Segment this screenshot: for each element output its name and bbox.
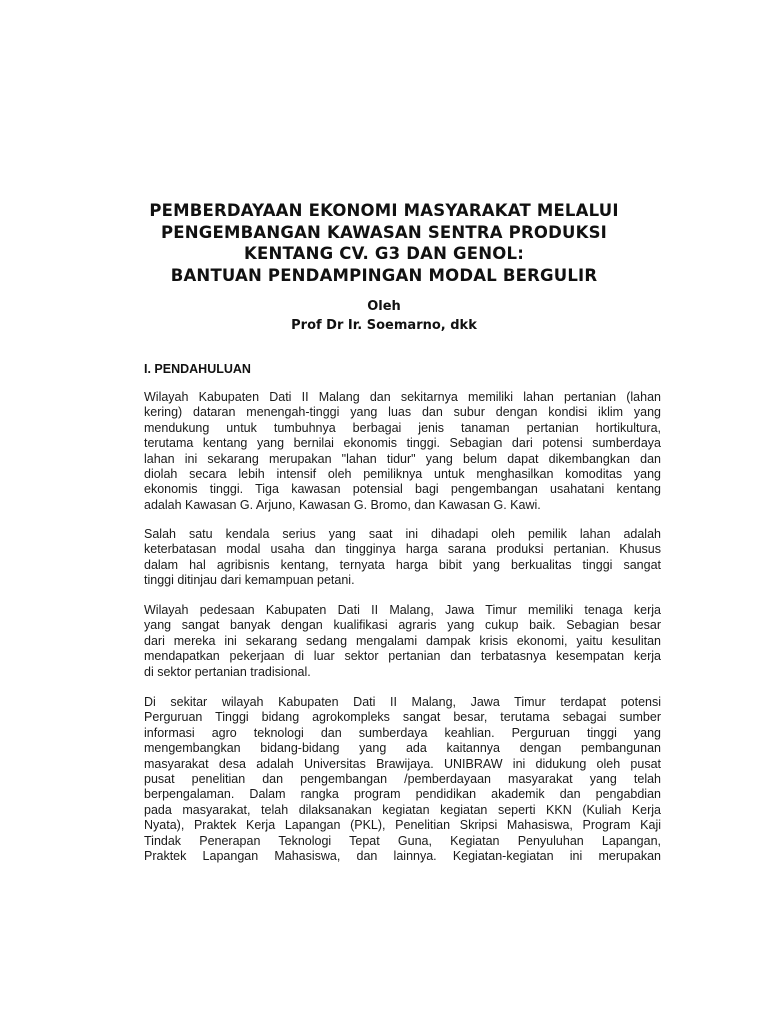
paragraph-line: ekonomis tinggi. Tiga kawasan potensial bagi pengembangan usahatani kentang — [144, 482, 661, 497]
document-title — [120, 200, 648, 286]
byline-label: Oleh — [367, 299, 401, 314]
author-name: Prof Dr Ir. Soemarno, dkk — [291, 318, 477, 333]
paragraph-line: berpengalaman. Dalam rangka program pendidikan akademik dan pengabdian — [144, 787, 661, 802]
paragraph-line: mendapatkan pekerjaan di luar sektor pertanian dan terbatasnya kesempatan kerja — [144, 649, 661, 664]
paragraph-line: pusat penelitian dan pengembangan /pemberdayaan masyarakat yang telah — [144, 771, 661, 786]
paragraph-line: Praktek Lapangan Mahasiswa, dan lainnya. Kegiatan-kegiatan ini merupakan — [144, 848, 661, 863]
title-line: PENGEMBANGAN KAWASAN SENTRA PRODUKSI — [160, 222, 608, 242]
paragraph-line: di sektor pertanian tradisional. — [144, 664, 311, 679]
paragraph — [144, 527, 661, 589]
paragraph-line: informasi agro teknologi dan sumberdaya keahlian. Perguruan tinggi yang — [144, 725, 661, 740]
title-line: PEMBERDAYAAN EKONOMI MASYARAKAT MELALUI — [149, 201, 619, 220]
paragraph-line: dalam hal agribisnis kentang, ternyata harga bibit yang berkualitas tinggi sangat — [144, 557, 661, 572]
paragraph-line: Tindak Penerapan Teknologi Tepat Guna, Kegiatan Penyuluhan Lapangan, — [144, 833, 661, 848]
paragraph — [144, 603, 661, 680]
paragraph-line: dari mereka ini sekarang sedang mengalami dampak krisis ekonomi, yaitu kesulitan — [144, 633, 661, 648]
paragraph-line: Salah satu kendala serius yang saat ini dihadapi oleh pemilik lahan adalah — [144, 527, 661, 541]
paragraph-line: tinggi ditinjau dari kemampuan petani. — [144, 573, 355, 588]
paragraph-line: yang sangat banyak dengan kualifikasi agraris yang cukup baik. Sebagian besar — [144, 618, 661, 633]
paragraph-line: Wilayah Kabupaten Dati II Malang dan sekitarnya memiliki lahan pertanian (lahan — [144, 390, 661, 404]
paragraph-line: pada masyarakat, telah dilaksanakan kegiatan kegiatan seperti KKN (Kuliah Kerja — [144, 802, 661, 817]
paragraph-line: Wilayah pedesaan Kabupaten Dati II Malang, Jawa Timur memiliki tenaga kerja — [144, 603, 661, 617]
section-heading: I. PENDAHULUAN — [144, 362, 251, 376]
paragraph-line: kering) dataran menengah-tinggi yang luas dan subur dengan kondisi iklim yang — [144, 405, 661, 420]
title-line: KENTANG CV. G3 DAN GENOL: — [243, 244, 525, 263]
paragraph — [144, 390, 661, 513]
paragraph-line: diolah secara lebih intensif oleh pemiliknya untuk menghasilkan komoditas yang — [144, 466, 661, 481]
title-line: BANTUAN PENDAMPINGAN MODAL BERGULIR — [170, 265, 598, 285]
paragraph-line: Perguruan Tinggi bidang agrokompleks sangat besar, terutama sebagai sumber — [144, 710, 661, 725]
paragraph — [144, 695, 661, 864]
paragraph-line: keterbatasan modal usaha dan tingginya harga sarana produksi pertanian. Khusus — [144, 542, 661, 557]
byline — [120, 297, 648, 335]
paragraph-line: lahan ini sekarang merupakan "lahan tidur" yang belum dapat dikembangkan dan — [144, 451, 661, 466]
paragraph-line: mendukung untuk tumbuhnya berbagai jenis tanaman pertanian hortikultura, — [144, 420, 661, 435]
paragraph-line: masyarakat desa adalah Universitas Brawijaya. UNIBRAW ini didukung oleh pusat — [144, 756, 661, 771]
paragraph-line: Nyata), Praktek Kerja Lapangan (PKL), Penelitian Skripsi Mahasiswa, Program Kaji — [144, 818, 661, 833]
paragraph-line: adalah Kawasan G. Arjuno, Kawasan G. Bromo, dan Kawasan G. Kawi. — [144, 497, 541, 512]
paragraph-line: Di sekitar wilayah Kabupaten Dati II Malang, Jawa Timur terdapat potensi — [144, 695, 661, 709]
paragraph-line: mengembangkan bidang-bidang yang ada kaitannya dengan pembangunan — [144, 741, 661, 756]
paragraph-line: terutama kentang yang bernilai ekonomis tinggi. Sebagian dari potensi sumberdaya — [144, 436, 661, 451]
